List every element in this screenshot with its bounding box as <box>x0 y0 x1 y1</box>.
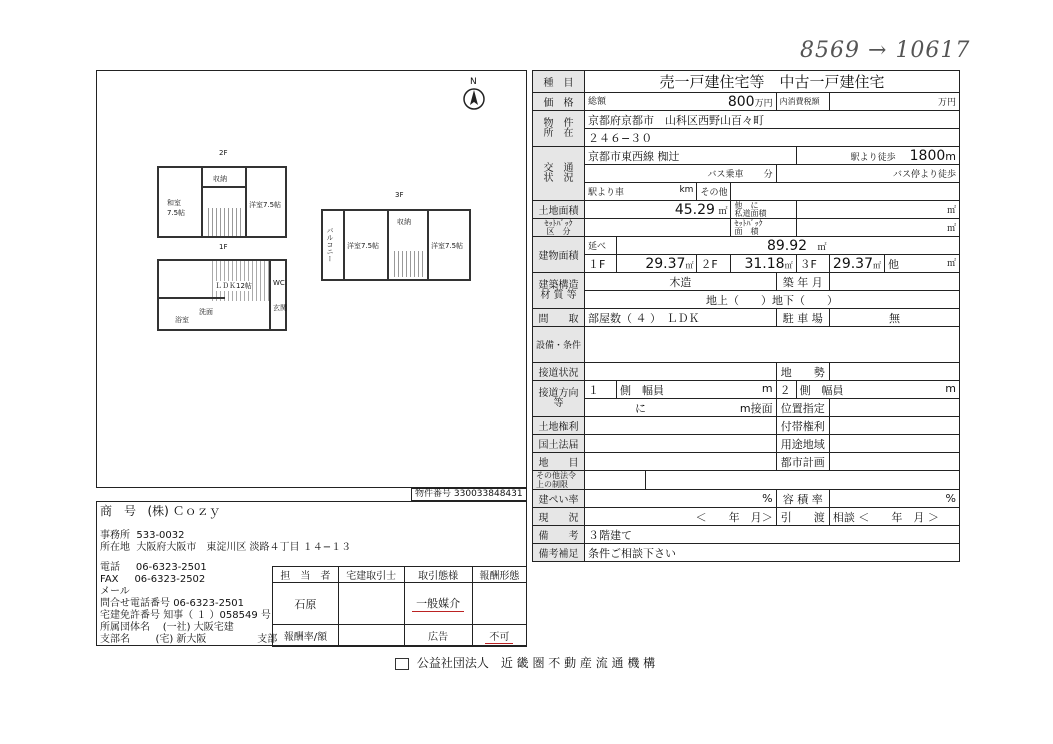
chimoku-label: 地 目 <box>533 453 585 471</box>
agent-contact: 電話 06-6323-2501 FAX 06-6323-2502 メール <box>100 562 207 597</box>
bukken-label: 物 件 所 在 <box>533 111 585 147</box>
setsudo-label: 接道状況 <box>533 363 585 381</box>
setsubi-value <box>585 327 960 363</box>
footer-org: 公益社団法人 近 畿 圏 不 動 産 流 通 機 構 <box>395 654 655 671</box>
ichi-label: 位置指定 <box>776 399 829 417</box>
parking-value: 無 <box>829 309 959 327</box>
chijo-value: 地上（ ）地下（ ） <box>585 291 960 309</box>
hikiwatashi-label: 引 渡 <box>776 508 829 526</box>
agent-th-1: 担 当 者 <box>273 567 339 583</box>
nobe-value: 89.92 <box>766 237 808 254</box>
handwritten-new: 10617 <box>895 38 971 63</box>
shido-unit: ㎡ <box>796 201 959 219</box>
room-genkan: 玄関 <box>273 304 287 312</box>
land-cell: 45.29 ㎡ <box>585 201 731 219</box>
room-sen: 洗面 <box>199 308 213 316</box>
hosoku-value: 条件ご相談下さい <box>585 544 960 562</box>
walk-value: 1800 <box>909 147 946 164</box>
f2-cell: 31.18㎡ <box>731 255 796 273</box>
nobe-label: 延べ <box>585 237 617 255</box>
nobe-cell: 89.92 ㎡ <box>616 237 959 255</box>
tax-label: 内消費税額 <box>776 93 829 111</box>
address2: ２４６−３０ <box>585 129 960 147</box>
setsumen-cell: に m接面 <box>585 399 777 417</box>
setsubi-label: 設備・条件 <box>533 327 585 363</box>
floorplan-panel <box>96 70 527 488</box>
floor3-plan <box>321 209 471 281</box>
agent-table <box>272 566 527 647</box>
kokudo-label: 国土法届 <box>533 435 585 453</box>
walk-cell: 駅より徒歩 1800m <box>796 147 959 165</box>
agent-ad-label: 広告 <box>404 625 472 647</box>
property-number-label: 物件番号 <box>415 489 452 499</box>
houko-label: 接道方向 等 <box>533 381 585 417</box>
seigen-label: その他法令 上の制限 <box>533 471 585 490</box>
setback-label: ｾｯﾄﾊﾞｯｸ 区 分 <box>533 219 585 237</box>
agent-th-2: 宅建取引士 <box>338 567 404 583</box>
seigen-value-a <box>585 471 646 490</box>
land-value: 45.29 <box>674 201 715 218</box>
kenri-value <box>585 417 777 435</box>
biko-label: 備 考 <box>533 526 585 544</box>
agent-tanto: 石原 <box>273 583 339 625</box>
room-yoshitsu: 洋室7.5帖 <box>249 201 282 209</box>
f1-label: １F <box>585 255 617 273</box>
address1: 京都府京都市 山科区西野山百々町 <box>585 111 960 129</box>
handwritten-old: 8569 <box>800 38 860 63</box>
side1-num: １ <box>585 381 617 399</box>
madori-label: 間 取 <box>533 309 585 327</box>
yoseki-value: % <box>829 490 959 508</box>
kokudo-value <box>585 435 777 453</box>
agent-keitai <box>472 583 526 625</box>
agent-th-4: 報酬形態 <box>472 567 526 583</box>
agent-taiyo: 一般媒介 <box>404 583 472 625</box>
toshi-label: 都市計画 <box>776 453 829 471</box>
handwritten-arrow: → <box>868 38 888 63</box>
agent-th-3: 取引態様 <box>404 567 472 583</box>
room-wc: WC <box>273 279 285 287</box>
price-value: 800 <box>727 93 755 110</box>
chiku-label: 築 年 月 <box>776 273 829 291</box>
chisei-value <box>829 363 959 381</box>
agent-torihikishi <box>338 583 404 625</box>
chisei-label: 地 勢 <box>776 363 829 381</box>
ichi-value <box>829 399 959 417</box>
yoto-label: 用途地域 <box>776 435 829 453</box>
building-label: 建物面積 <box>533 237 585 273</box>
side2-cell: 側 幅員 m <box>796 381 959 399</box>
setback-value <box>585 219 731 237</box>
line: 京都市東西線 椥辻 <box>585 147 797 165</box>
floor1-plan <box>157 259 287 331</box>
kotsu-label: 交 通 状 況 <box>533 147 585 201</box>
other-value <box>731 183 960 201</box>
tax-unit: 万円 <box>829 93 959 111</box>
shido-label: 他 に 私道面積 <box>731 201 796 219</box>
room-yoku: 浴室 <box>175 316 189 324</box>
seigen-value-b <box>646 471 960 490</box>
floor2-plan <box>157 166 287 238</box>
car-cell: 駅より車 km <box>585 183 697 201</box>
f1-cell: 29.37㎡ <box>616 255 696 273</box>
floor3-label: 3F <box>395 191 404 199</box>
yoto-value <box>829 435 959 453</box>
compass-icon: N <box>462 77 486 111</box>
room-shuno: 収納 <box>213 175 227 183</box>
bus-cell: バス乗車 分 <box>585 165 777 183</box>
room-balcony: バルコニー <box>326 227 334 262</box>
parking-label: 駐 車 場 <box>776 309 829 327</box>
yoseki-label: 容 積 率 <box>776 490 829 508</box>
setsudo-value <box>585 363 777 381</box>
agent-shogo: 商 号 (株) Ｃｏｚｙ <box>100 504 221 518</box>
f3-cell: 29.37㎡ <box>829 255 884 273</box>
setback-area-unit: ㎡ <box>796 219 959 237</box>
agent-fee-label: 報酬率/額 <box>273 625 339 647</box>
hosoku-label: 備考補足 <box>533 544 585 562</box>
chimoku-value <box>585 453 777 471</box>
agent-license: 問合せ電話番号 06-6323-2501 宅建免許番号 知事（ １ ）058549 号 所属団体名 (一社) 大阪宅建 支部名 (宅) 新大阪 支部 <box>100 598 278 645</box>
spec-table <box>532 70 960 562</box>
price-label: 価 格 <box>533 93 585 111</box>
hikiwatashi-value: 相談 ＜ 年 月 ＞ <box>829 508 959 526</box>
agent-office: 事務所 533-0032 所在地 大阪府大阪市 東淀川区 淡路４丁目 １４−１３ <box>100 530 352 553</box>
land-label: 土地面積 <box>533 201 585 219</box>
setback-area-label: ｾｯﾄﾊﾞｯｸ 面 積 <box>731 219 796 237</box>
f2-label: ２F <box>697 255 731 273</box>
biko-value: ３階建て <box>585 526 960 544</box>
side2-num: ２ <box>776 381 796 399</box>
futai-value <box>829 417 959 435</box>
toshi-value <box>829 453 959 471</box>
genkyo-label: 現 況 <box>533 508 585 526</box>
floor2-label: 2F <box>219 149 228 157</box>
room-washitsu: 和室 7.5帖 <box>167 199 186 217</box>
price-cell: 総額 800万円 <box>585 93 777 111</box>
shumoku-label: 種 目 <box>533 71 585 93</box>
futai-label: 付帯権利 <box>776 417 829 435</box>
other-floor-cell: 他 ㎡ <box>885 255 960 273</box>
madori-value: 部屋数（ ４ ） ＬＤＫ <box>585 309 777 327</box>
handwritten-note <box>800 38 970 63</box>
floor1-label: 1F <box>219 243 228 251</box>
property-number-box <box>411 488 527 501</box>
busstop-label: バス停より徒歩 <box>776 165 959 183</box>
kenri-label: 土地権利 <box>533 417 585 435</box>
genkyo-value: ＜ 年 月＞ <box>585 508 777 526</box>
property-number: 330033848431 <box>453 489 523 499</box>
agent-ad-value: 不可 <box>472 625 526 647</box>
other-label: その他 <box>697 183 731 201</box>
chiku-value <box>829 273 959 291</box>
kozo-value: 木造 <box>585 273 777 291</box>
room-ldk: ＬＤＫ12帖 <box>215 282 252 290</box>
kenpei-label: 建ぺい率 <box>533 490 585 508</box>
side1-cell: 側 幅員 m <box>616 381 776 399</box>
room-3f-shuno: 収納 <box>397 218 411 226</box>
agent-fee-value <box>338 625 404 647</box>
f3-label: ３F <box>796 255 829 273</box>
kozo-label: 建築構造 材 質 等 <box>533 273 585 309</box>
shumoku-value: 売一戸建住宅等 中古一戸建住宅 <box>585 71 960 93</box>
kenpei-value: % <box>585 490 777 508</box>
room-3f-a: 洋室7.5帖 <box>347 242 380 250</box>
room-3f-b: 洋室7.5帖 <box>431 242 464 250</box>
org-logo-icon <box>395 658 409 670</box>
